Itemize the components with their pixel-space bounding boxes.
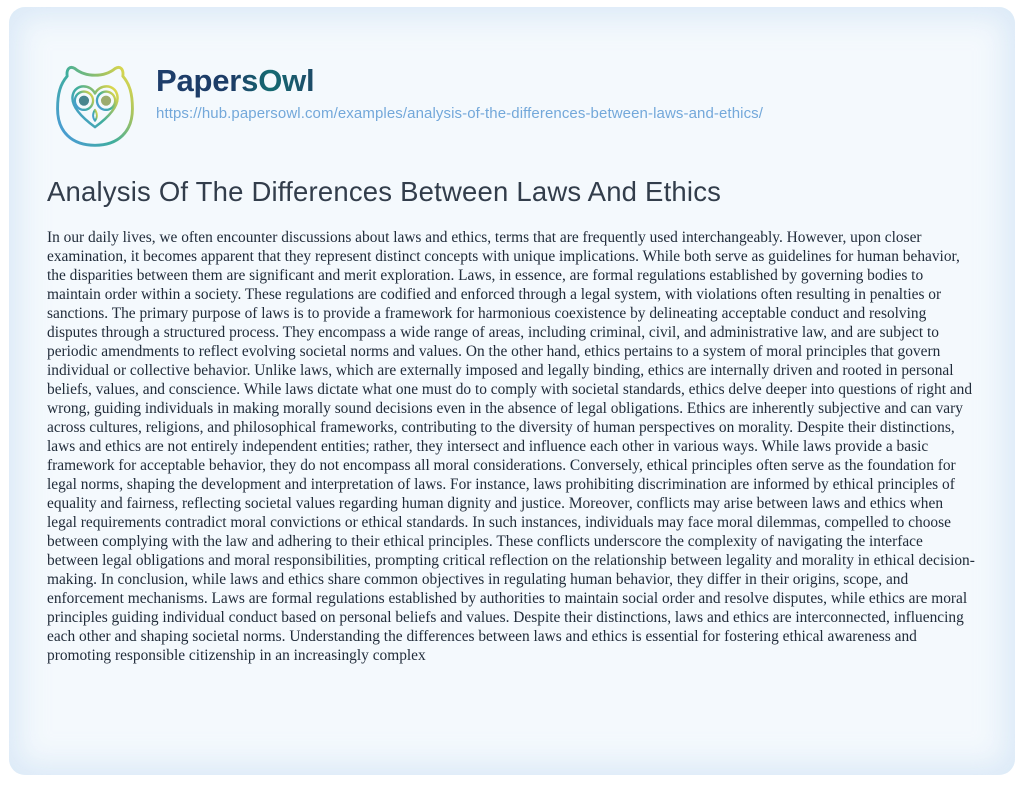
owl-icon — [47, 55, 143, 155]
essay-title: Analysis Of The Differences Between Laws And Ethics — [47, 176, 722, 207]
source-url-link[interactable]: https://hub.papersowl.com/examples/analysis-of-the-differences-between-laws-and-ethics/ — [156, 105, 764, 123]
brand-header — [47, 55, 975, 155]
brand-text-block — [156, 64, 763, 123]
brand-wordmark[interactable]: PapersOwl — [156, 63, 315, 98]
essay-body-text: In our daily lives, we often encounter discussions about laws and ethics, terms that are frequently used interchangeably. However, upon closer examination, it becomes apparent that they represent distinct concepts with unique implications. While both serve as guidelines for human behavior, the disparities between them are significant and merit exploration. Laws, in essence, are formal regulations established by governing bodies to maintain order within a society. These regulations are codified and enforced through a legal system, with violations often resulting in penalties or sanctions. The primary purpose of laws is to provide a framework for harmonious coexistence by delineating acceptable conduct and resolving disputes through a structured process. They encompass a wide range of areas, including criminal, civil, and administrative law, and are subject to periodic amendments to reflect evolving societal norms and values. On the other hand, ethics pertains to a system of moral principles that govern individual or collective behavior. Unlike laws, which are externally imposed and legally binding, ethics are internally driven and rooted in personal beliefs, values, and conscience. While laws dictate what one must do to comply with societal standards, ethics delve deeper into questions of right and wrong, guiding individuals in making morally sound decisions even in the absence of legal obligations. Ethics are inherently subjective and can vary across cultures, religions, and philosophical frameworks, contributing to the diversity of human perspectives on morality. Despite their distinctions, laws and ethics are not entirely independent entities; rather, they intersect and influence each other in various ways. While laws provide a basic framework for acceptable behavior, they do not encompass all moral considerations. Conversely, ethical principles often serve as the foundation for legal norms, shaping the development and interpretation of laws. For instance, laws prohibiting discrimination are informed by ethical principles of equality and fairness, reflecting societal values regarding human dignity and justice. Moreover, conflicts may arise between laws and ethics when legal requirements contradict moral convictions or ethical standards. In such instances, individuals may face moral dilemmas, compelled to choose between complying with the law and adhering to their ethical principles. These conflicts underscore the complexity of navigating the interface between legal obligations and moral responsibilities, prompting critical reflection on the relationship between legality and morality in ethical decision-making. In conclusion, while laws and ethics share common objectives in regulating human behavior, they differ in their origins, scope, and enforcement mechanisms. Laws are formal regulations established by authorities to maintain social order and resolve disputes, while ethics are moral principles guiding individual conduct based on personal beliefs and values. Despite their distinctions, laws and ethics are interconnected, influencing each other and shaping societal norms. Understanding the differences between laws and ethics is essential for fostering ethical awareness and promoting responsible citizenship in an increasingly complex — [47, 229, 975, 664]
papersowl-logo[interactable] — [47, 55, 143, 155]
document-card — [9, 7, 1015, 775]
